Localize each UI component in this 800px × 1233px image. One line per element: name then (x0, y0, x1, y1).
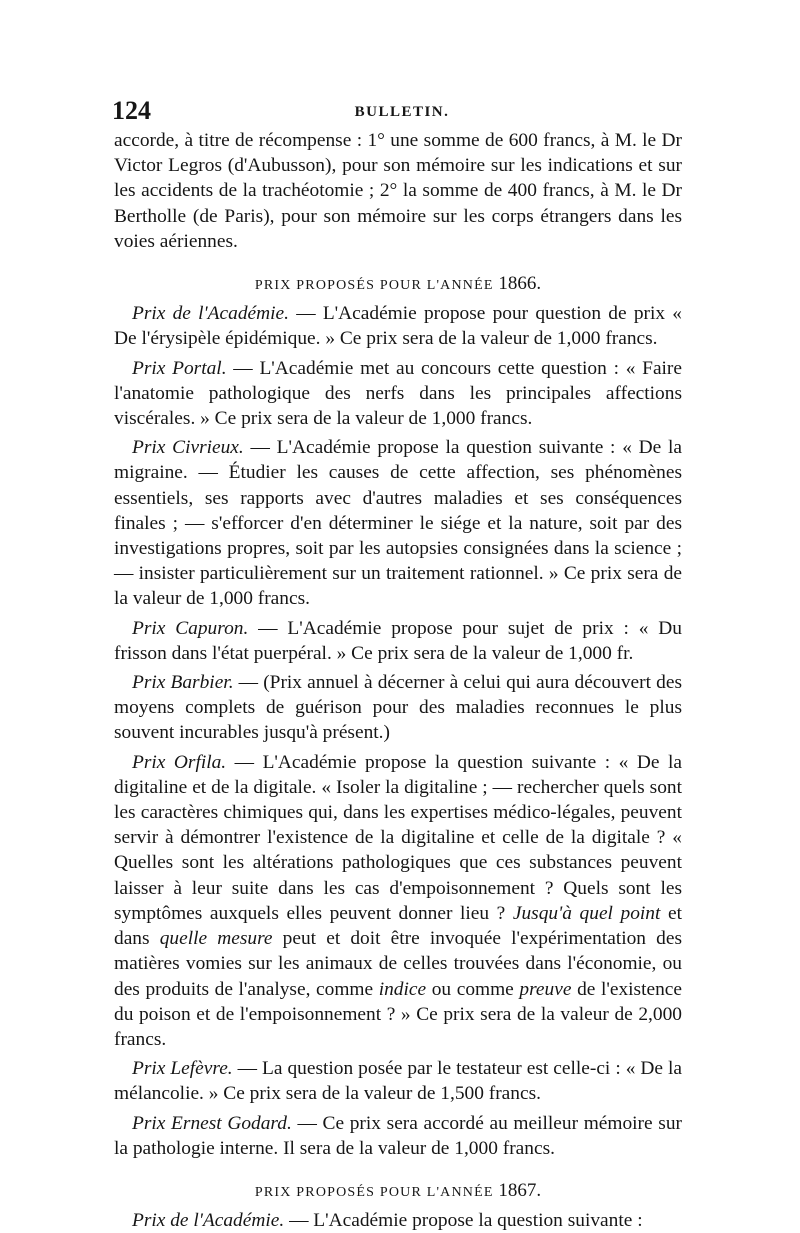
section-heading-year: 1867. (498, 1179, 542, 1201)
section-heading-year: 1866. (498, 273, 542, 295)
emphasis-text: indice (378, 978, 427, 1000)
prize-paragraph (114, 616, 682, 666)
prize-paragraph (114, 750, 682, 1052)
prize-name: Prix Capuron. (132, 617, 249, 639)
prize-text: — L'Académie propose la question suivante : « De la digitaline et de la digitale. « Isoler la digitaline ; — rechercher quels sont les caractères chimiques qui, dans les expertises médico-légales, peuvent servir à démontrer l'existence de la digitaline et celle de la digitale ? « Quelles sont les altérations pathologiques que ces substances peuvent laisser à leur suite dans les cas d'empoisonnement ? Quels sont les symptômes auxquels elles peuvent donner lieu ? (114, 751, 682, 924)
prize-paragraph (114, 301, 682, 351)
continuation-paragraph: accorde, à titre de récompense : 1° une somme de 600 francs, à M. le Dr Victor Legros (d'Aubusson), pour son mémoire sur les indications et sur les accidents de la trachéotomie ; 2° la somme de 400 francs, à M. le Dr Bertholle (de Paris), pour son mémoire sur les corps étrangers dans les voies aériennes. (114, 130, 682, 252)
prize-paragraph (114, 670, 682, 746)
prize-text: et dans (114, 902, 682, 950)
emphasis-text: Jusqu'à quel point (512, 902, 661, 924)
prize-text: — (Prix annuel à décerner à celui qui aura découvert des moyens complets de guérison pour des maladies reconnues le plus souvent incurables jusqu'à présent.) (114, 672, 682, 744)
prize-name: Prix de l'Académie. (132, 303, 289, 325)
page-body (114, 128, 682, 1233)
prize-text: — La question posée par le testateur est celle-ci : « De la mélancolie. » Ce prix sera de la valeur de 1,500 francs. (114, 1058, 682, 1105)
section-heading-1866 (114, 271, 682, 298)
prize-name: Prix Ernest Godard. (132, 1112, 292, 1134)
prize-name: Prix de l'Académie. (132, 1210, 285, 1232)
emphasis-text: preuve (519, 978, 572, 1000)
prize-text: de l'existence du poison et de l'empoisonnement ? » Ce prix sera de la valeur de 2,000 francs. (114, 978, 682, 1050)
prize-text: — L'Académie propose la question suivante : (284, 1210, 643, 1232)
section-heading-1867 (114, 1178, 682, 1205)
prize-paragraph (114, 1056, 682, 1106)
running-head: BULLETIN. (354, 104, 450, 120)
emphasis-text: quelle mesure (159, 928, 273, 950)
prize-name: Prix Lefèvre. (132, 1058, 233, 1080)
page-header (112, 96, 692, 130)
prize-text: — L'Académie propose la question suivante : « De la migraine. — Étudier les causes de cette affection, ses phénomènes essentiels, ses rapports avec d'autres maladies et ses conséquences finales ; — s'efforcer d'en déterminer le siége et la nature, soit par des investigations propres, soit par les autopsies consignées dans la science ; — insister particulièrement sur un traitement rationnel. » Ce prix sera de la valeur de 1,000 francs. (114, 437, 682, 610)
prize-paragraph (114, 1208, 682, 1233)
prize-name: Prix Civrieux. (132, 437, 244, 459)
prize-text: peut et doit être invoquée l'expérimentation des matières vomies sur les animaux de celles trouvées dans l'économie, ou des produits de l'analyse, comme (114, 928, 682, 1000)
prize-text: ou comme (426, 978, 520, 1000)
prize-paragraph (114, 435, 682, 611)
prize-name: Prix Orfila. (132, 751, 227, 773)
section-heading-text: PRIX PROPOSÉS POUR L'ANNÉE (254, 278, 494, 294)
prize-paragraph (114, 356, 682, 432)
prize-text: — L'Académie propose pour sujet de prix : « Du frisson dans l'état puerpéral. » Ce prix sera de la valeur de 1,000 fr. (114, 617, 682, 664)
prize-text: — Ce prix sera accordé au meilleur mémoire sur la pathologie interne. Il sera de la valeur de 1,000 francs. (114, 1112, 682, 1159)
page-number: 124 (112, 96, 151, 125)
prize-name: Prix Barbier. (132, 672, 234, 694)
section-heading-text: PRIX PROPOSÉS POUR L'ANNÉE (254, 1184, 494, 1200)
prize-text: — L'Académie met au concours cette question : « Faire l'anatomie pathologique des nerfs dans les principales affections viscérales. » Ce prix sera de la valeur de 1,000 francs. (114, 357, 682, 430)
prize-paragraph (114, 1111, 682, 1161)
prize-text: — L'Académie propose pour question de prix « De l'érysipèle épidémique. » Ce prix sera de la valeur de 1,000 francs. (114, 303, 682, 350)
prize-name: Prix Portal. (132, 357, 227, 379)
